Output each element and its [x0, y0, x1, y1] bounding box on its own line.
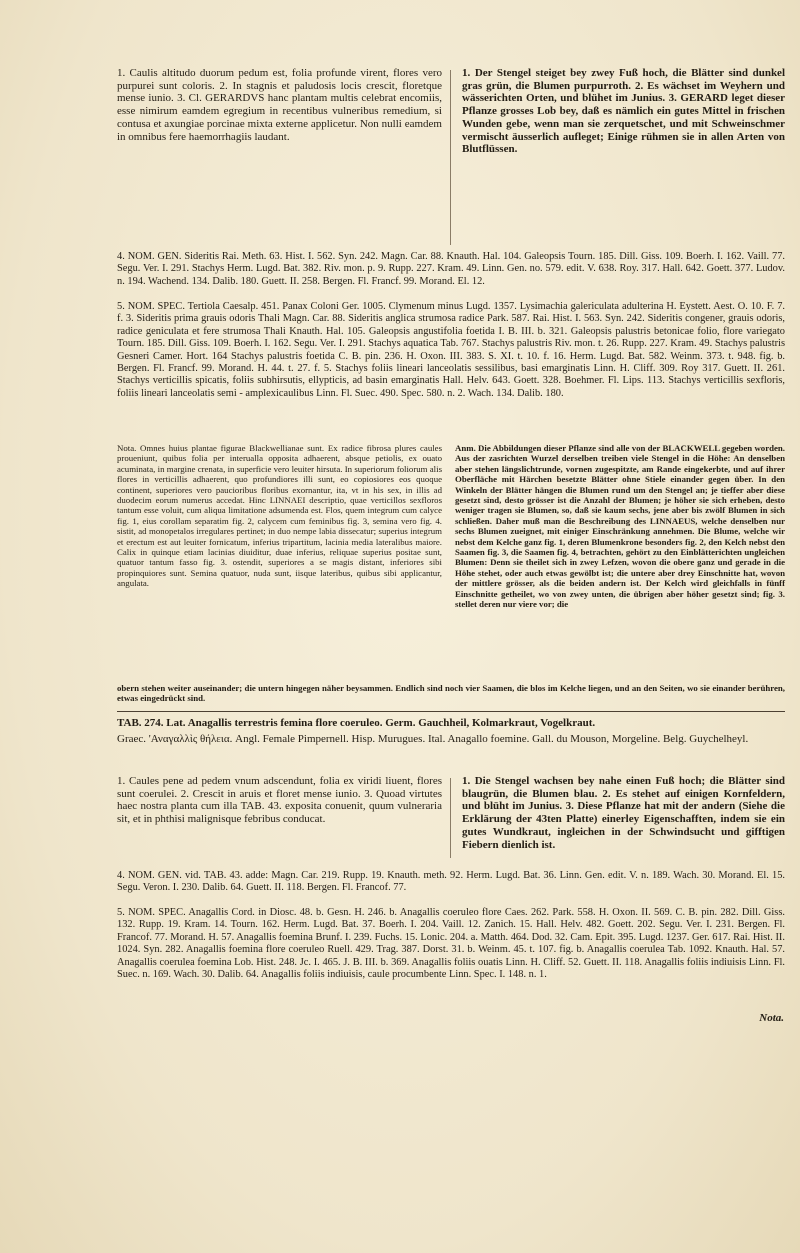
nomina-specifica-2: 5. NOM. SPEC. Anagallis Cord. in Diosc. 48. b. Gesn. H. 246. b. Anagallis coeruleo flore Caes. 262. Park. 558. H. Oxon. II. 569. C. B. pin. 282. Dill. Giss. 132. Rupp. 19. Kram. 14. Tourn. 162. Herm. Lugd. Bat. 37. Boerh. I. 204. Vaill. 12. Zanich. 15. Hall. Helv. 482. Goett. 202. Segu. Ver. I. 231. Bergen. Fl. Francof. 77. Morand. H. 57. Anagallis foemina Brunf. I. 239. Fuchs. 15. Lonic. 204. a. Matth. 464. Dod. 32. Cam. Epit. 395. Lugd. 1237. Ger. 617. Rai. Hist. II. 1024. Syn. 282. Anagallis foemina flore coeruleo Ruell. 429. Trag. 387. Dorst. 31. b. Weinm. 45. t. 107. fig. b. Anagallis coerulea Tab. 1092. Knauth. Hal. 57. Anagallis coerulea foemina Lob. Hist. 248. Jc. I. 465. J. B. III. b. 369. Anagallis foliis ouatis Linn. H. Cliff. 52. Guett. II. 118. Anagallis foliis indiuisis Linn. Fl. Suec. n. 169. Wach. 30. Dalib. 64. Anagallis foliis indiuisis, caule procumbente Linn. Spec. I. 148. n. 1. [117, 907, 785, 981]
catchword: Nota. [759, 1012, 784, 1024]
nomina-generica-2: 4. NOM. GEN. vid. TAB. 43. adde: Magn. Car. 219. Rupp. 19. Knauth. meth. 92. Herm. Lugd. Bat. 36. Linn. Gen. edit. V. n. 189. Wach. 30. Morand. El. 15. Segu. Veron. I. 230. Dalib. 64. Guett. II. 118. Bergen. Fl. Francof. 77. [117, 870, 785, 894]
column-divider-top [450, 70, 451, 245]
nomina-generica-1: 4. NOM. GEN. Sideritis Rai. Meth. 63. Hist. I. 562. Syn. 242. Magn. Car. 88. Knauth. Hal. 104. Galeopsis Tourn. 185. Dill. Giss. 109. Boerh. I. 162. Vaill. 77. Segu. Ver. I. 291. Stachys Herm. Lugd. Bat. 382. Riv. mon. p. 9. Rupp. 227. Kram. 49. Linn. Gen. no. 579. edit. V. 638. Roy. 317. Hall. 642. Goett. 377. Ludov. n. 194. Wachend. 134. Dalib. 180. Guett. II. 258. Bergen. Fl. Francf. 99. Morand. El. 12. [117, 251, 785, 287]
plate-synonyms: Graec. 'Αναγαλλὶς θήλεια. Angl. Female Pimpernell. Hisp. Murugues. Ital. Anagallo foemine. Gall. du Mouson, Morgeline. Belg. Guychelheyl. [117, 733, 749, 745]
nomina-specifica-1: 5. NOM. SPEC. Tertiola Caesalp. 451. Panax Coloni Ger. 1005. Clymenum minus Lugd. 1357. Lysimachia galericulata adulterina H. Eystett. Aest. O. 10. F. 7. f. 3. Sideritis prima grauis odoris Thali Magn. Car. 88. Sideritis anglica strumosa radice Park. 587. Rai. Hist. I. 563. Syn. 242. Sideritis congener, grauis odoris, radice geniculata et fere strumosa Thali Knauth. Hal. 105. Galeopsis angustifolia foetida I. B. III. b. 321. Galeopsis palustris betonicae folio, flore variegato Tourn. 185. Dill. Giss. 109. Boerh. I. 162. Segu. Ver. I. 291. Stachys aquatica Tab. 767. Stachys palustris Riv. mon. t. 26. Rupp. 227. Kram. 49. Stachys palustris Gesneri Camer. Hort. 164 Stachys palustris foetida C. B. pin. 236. H. Oxon. III. 383. S. XI. t. 10. f. 16. Herm. Lugd. Bat. 582. Weinm. 373. t. 948. fig. b. Bergen. Fl. Francf. 99. Morand. H. 44. t. 27. f. 5. Stachys foliis lineari lanceolatis sessilibus, basi emarginatis Linn. H. Cliff. 309. Roy 317. Guett. II. 261. Stachys verticillis spicatis, foliis subhirsutis, ellypticis, ad basin emarginatis Hall. Helv. 643. Goett. 328. Boehmer. Fl. Lips. 113. Stachys verticillis sexfloris, foliis lineari lanceolatis semi - amplexicaulibus Linn. Fl. Suec. 490. Spec. 580. n. 2. Wach. 134. Dalib. 180. [117, 301, 785, 399]
plate-heading: TAB. 274. Lat. Anagallis terrestris femina flore coeruleo. Germ. Gauchheil, Kolmarkraut, Vogelkraut. [117, 717, 596, 729]
anmerkung-tail: obern stehen weiter auseinander; die untern hingegen näher beysammen. Endlich sind noch vier Saamen, die blos im Kelche liegen, und an den Seiten, wo sie einander berühren, etwas eingedrückt sind. [117, 683, 785, 704]
latin-description-mid: 1. Caules pene ad pedem vnum adscendunt, folia ex viridi liuent, flores sunt coerulei. 2. Crescit in aruis et floret mense iunio. 3. Quoad virtutes haec nostra planta cum illa TAB. 43. exposita conuenit, quum vulneraria sit, et in phthisi malignisque febribus conducat. [117, 775, 442, 826]
column-divider-mid [450, 778, 451, 858]
section-rule [117, 711, 785, 712]
latin-description-top: 1. Caulis altitudo duorum pedum est, folia profunde virent, flores vero purpurei sunt coloris. 2. In stagnis et paludosis locis crescit, floretque mense iunio. 3. Cl. GERARDVS hanc plantam multis celebrat encomiis, esse nimirum eamdem egregium in recentibus vulneribus remedium, si contusa et axungiae porcinae mixta externe applicetur. Non nulli eamdem in omnibus fere haemorrhagiis laudant. [117, 67, 442, 143]
german-description-top: 1. Der Stengel steiget bey zwey Fuß hoch, die Blätter sind dunkel gras grün, die Blumen purpurroth. 2. Es wächset im Weyhern und wässerichten Orten, und blühet im Junius. 3. GERARD leget dieser Pflanze grosses Lob bey, daß es nämlich ein gutes Mittel in frischen Wunden gebe, wenn man sie zerquetschet, und mit Schweinschmer vermischt äusserlich aufleget; Einige rühmen sie in allen Arten von Blutflüssen. [462, 67, 785, 156]
nota-latin: Nota. Omnes huius plantae figurae Blackwellianae sunt. Ex radice fibrosa plures caules proueniunt, quibus folia per interualla opposita adhaerent, absque petiolis, ex ouato acuminata, in margine crenata, in superficie vero leuiter hirsuta. In superiorum foliorum alis flores in verticillis adhaerent, quo profundiores illi sunt, eo copiosiores eos quoque continent, superiores vero paucioribus floribus exornantur, ita, vt in his sex, in illis ad duodecim eorum numerus accedat. Hinc LINNAEI descriptio, quae verticillos sexfloros tantum esse voluit, cum aliqua limitatione adsumenda est. Flos, quem integrum cum calyce fig. 1, eius corollam separatim fig. 2, calycem cum feminibus fig. 3, semina vero fig. 4. sistit, ad monopetalos irregulares pertinet; in duo nempe labia dissecatur; superius integrum et erectum est aut leuiter fornicatum, inferius tripartitum, lacinia media lateralibus maiore. Calix in quinque etiam lacinias diuiditur, duae inferius, reliquae superius positae sunt, quatuor tantum fasso fig. 3. ostendit, superiores a se magis distant, inferiores sibi propinquiores sunt. Semina quatuor, nuda sunt, iisque lateribus, quibus sibi applicantur, angulata. [117, 443, 442, 589]
german-description-mid: 1. Die Stengel wachsen bey nahe einen Fuß hoch; die Blätter sind blaugrün, die Blumen blau. 2. Es stehet auf einigen Kornfeldern, und blüht im Junius. 3. Diese Pflanze hat mit der andern (Siehe die Erklärung der 43ten Platte) einerley Eigenschafften, indem sie ein gutes Wundkraut, ingleichen in der Schwindsucht und gifftigen Fiebern dienlich ist. [462, 775, 785, 851]
anmerkung-german: Anm. Die Abbildungen dieser Pflanze sind alle von der BLACKWELL gegeben worden. Aus der zasrichten Wurzel derselben treiben viele Stengel in die Höhe: An denselben aber stehen längslichtrunde, vornen zugespitzte, am Rande eingekerbte, und auf ihrer Oberfläche mit Härchen besetzte Blätter ohne Stiele einander gegen über. In den Winkeln der Blätter hängen die Blumen rund um den Stengel an; je tieffer aber diese gesetzt sind, desto grösser ist die Anzahl der Blumen; je höher sie sich erheben, desto weniger tragen sie Blumen, so, daß sie kaum sechs, jene aber bis zwölf Blumen in sich schließen. Daher muß man die Beschreibung des LINNAEUS, welche denselben nur sechs Blumen zueignet, mit einiger Einschränkung annehmen. Die Blume, welche wir nebst dem Kelche ganz fig. 1, deren Blumenkrone besonders fig. 2, den Kelch nebst den Saamen fig. 3, die Saamen fig. 4, betrachten, gehört zu den Einblätterichten ungleichen Blumen: Denn sie theilet sich in zwey Lefzen, wovon die obere ganz und gerade in die Höhe stehet, oder auch etwas gewölbt ist; die untere aber drey Einschnitte hat, wovon der mittlere grösser, als die beiden andern ist. Der Kelch wird gleichfalls in fünff Einschnitte getheilet, wo von zwey unten, die übrigen aber höher gesetzt sind; fig. 3. stellet deren nur viere vor; die [455, 443, 785, 610]
